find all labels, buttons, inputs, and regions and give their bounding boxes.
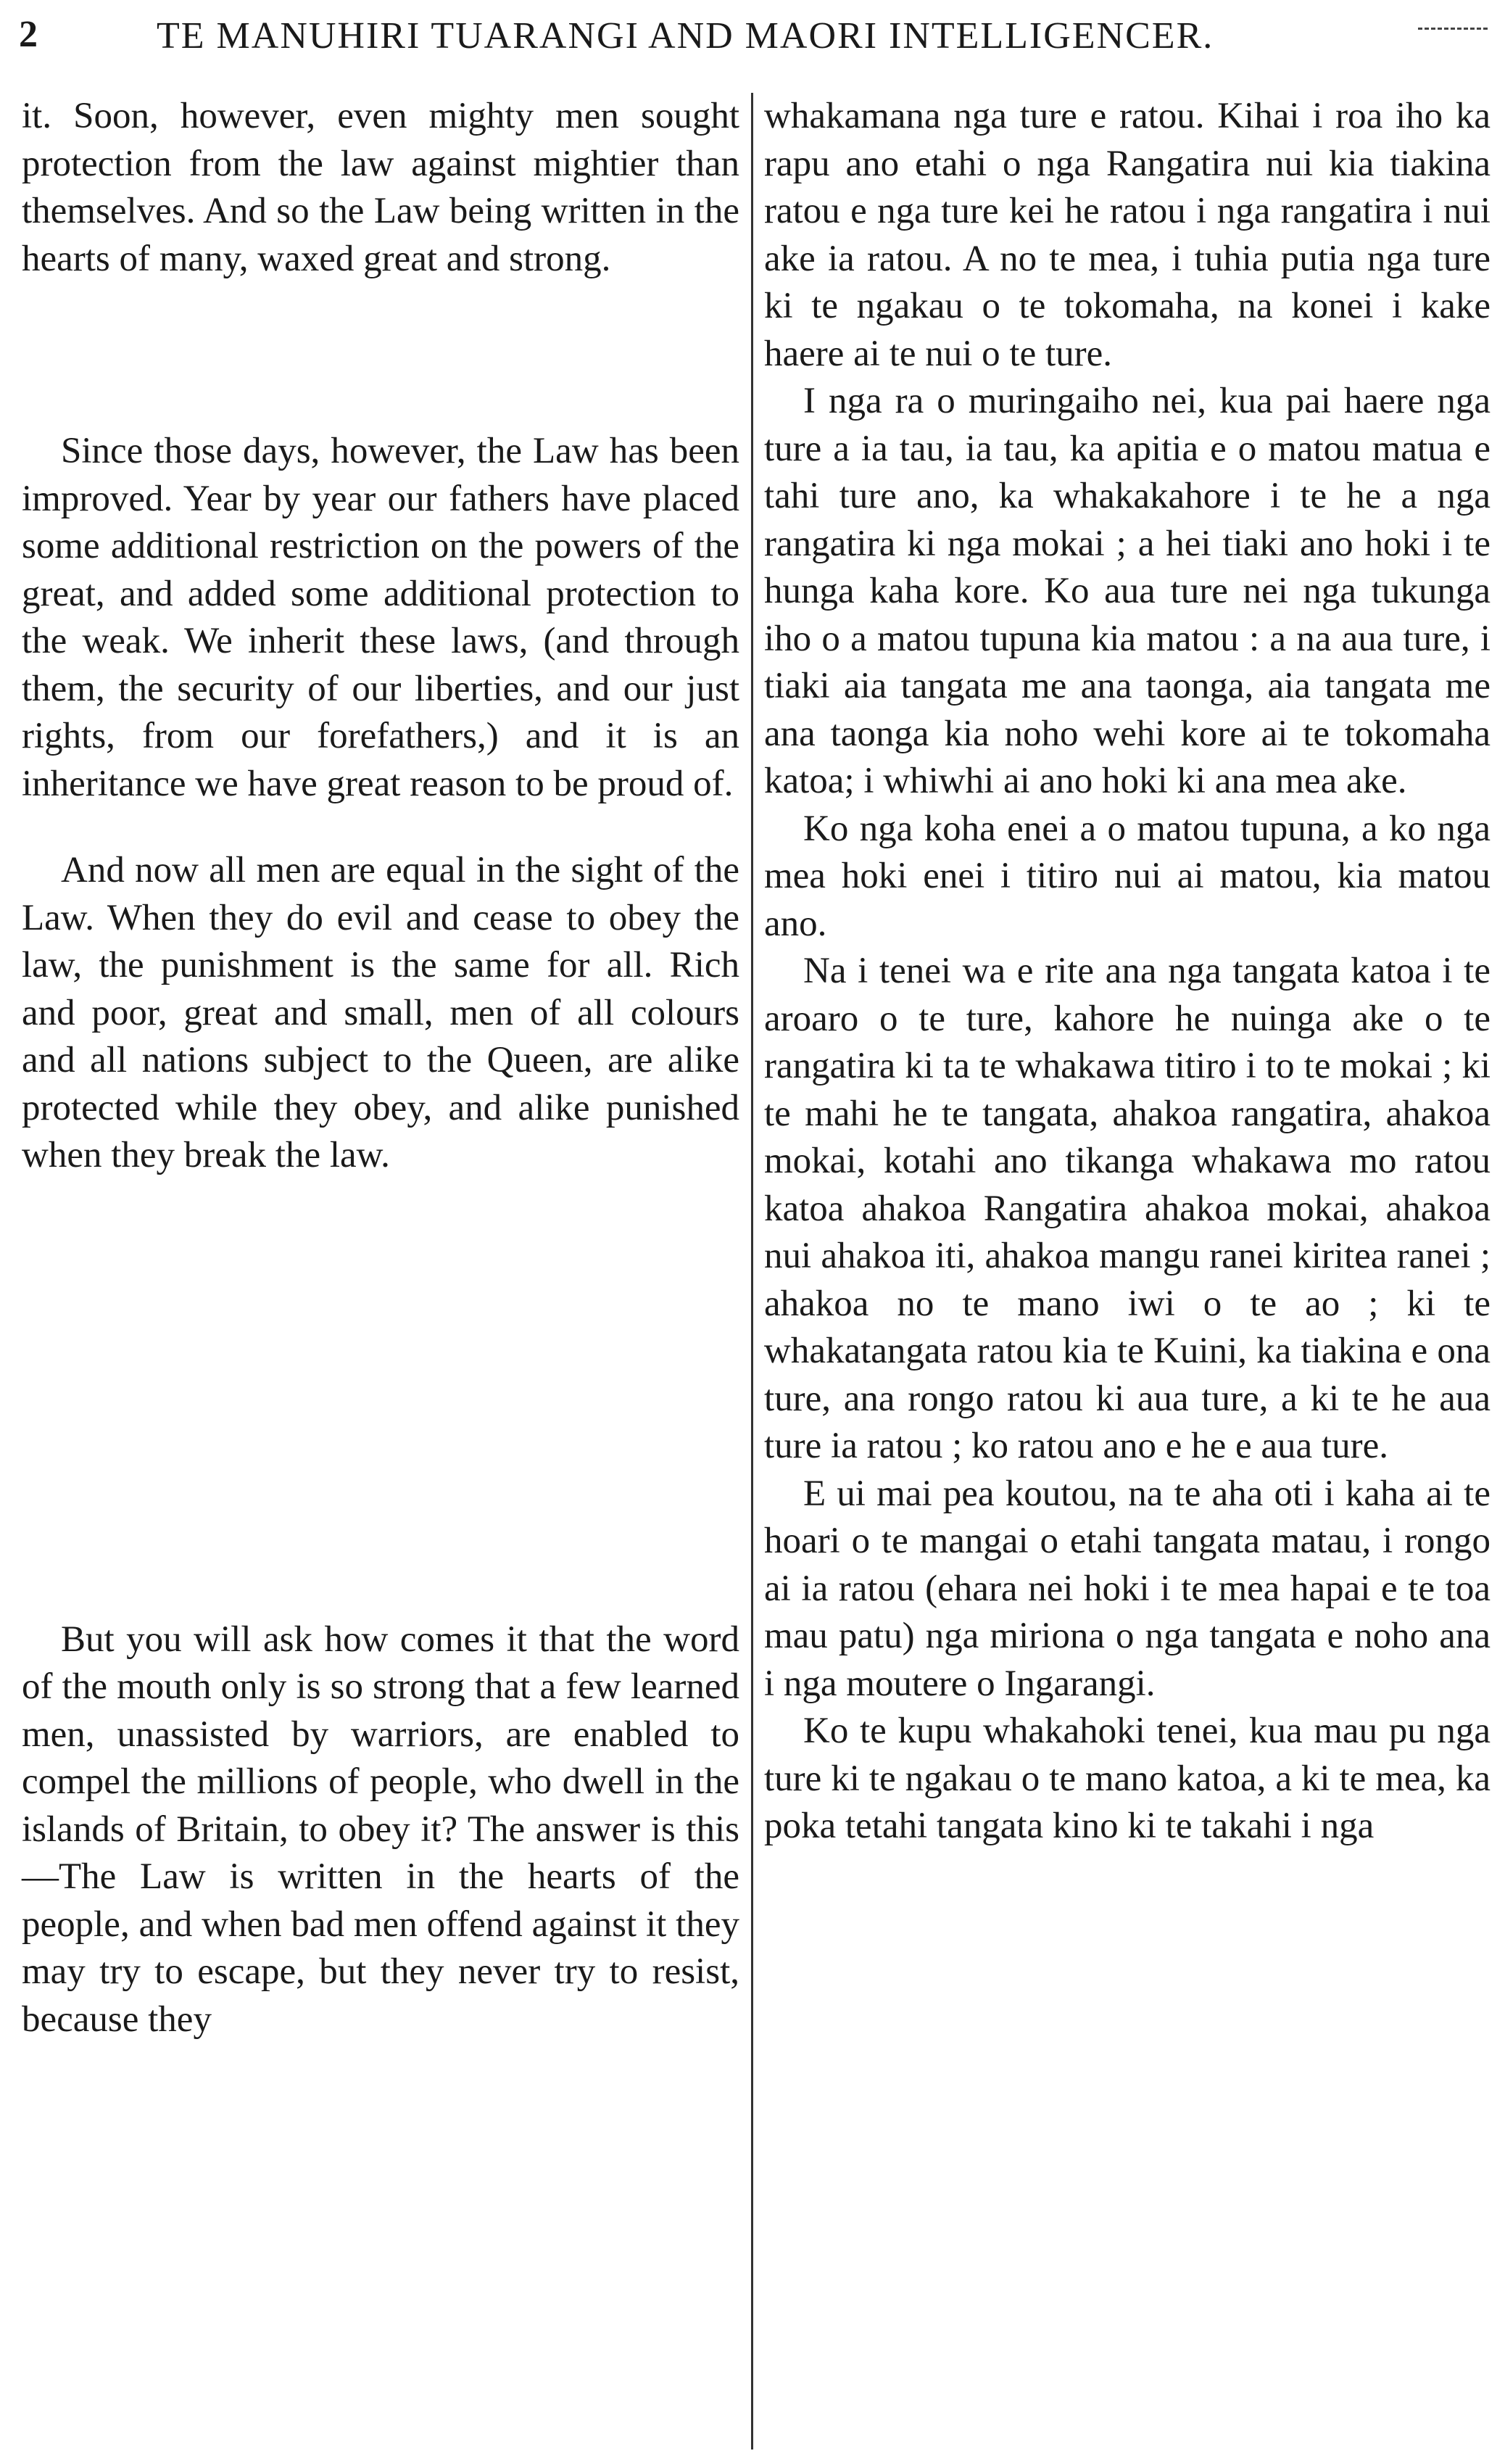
newspaper-title: TE MANUHIRI TUARANGI AND MAORI INTELLIGENCER.: [157, 15, 1214, 57]
maori-column: [764, 93, 1491, 1851]
column-spacer: [22, 1180, 739, 1616]
english-paragraph-1: it. Soon, however, even mighty men sought protection from the law against mightier than themselves. And so the Law being written in the hearts of many, waxed great and strong.: [22, 96, 739, 279]
maori-paragraph-2: I nga ra o muringaiho nei, kua pai haere nga ture a ia tau, ia tau, ka apitia e o matou matua e tahi ture ano, ka whakakahore i te he a nga rangatira ki nga mokai ; a hei tiaki ano hoki i te hunga kaha kore. Ko aua ture nei nga tukunga iho o a matou tupuna kia matou : a na aua ture, i tiaki aia tangata me ana taonga, aia tangata me ana taonga kia noho wehi kore ai te tokomaha katoa; i whiwhi ai ano hoki ki ana mea ake.: [764, 381, 1491, 801]
maori-paragraph-6: Ko te kupu whakahoki tenei, kua mau pu nga ture ki te ngakau o te mano katoa, a ki te mea, ka poka tetahi tangata kino ki te takahi i nga: [764, 1711, 1491, 1846]
maori-paragraph-5: E ui mai pea koutou, na te aha oti i kaha ai te hoari o te mangai o etahi tangata matau, i rongo ai ia ratou (ehara nei hoki i te mea hapai e te toa mau patu) nga miriona o nga tangata e noho ana i nga moutere o Ingarangi.: [764, 1473, 1491, 1704]
maori-paragraph-4: Na i tenei wa e rite ana nga tangata katoa i te aroaro o te ture, kahore he nuinga ake o te rangatira ki ta te whakawa titiro i to te mokai ; ki te mahi he te tangata, ahakoa rangatira, ahakoa mokai, kotahi ano tikanga whakawa mo ratou katoa ahakoa Rangatira ahakoa mokai, ahakoa nui ahakoa iti, ahakoa mangu ranei kiritea ranei ; ahakoa no te mano iwi o te ao ; ki te whakatangata ratou kia te Kuini, ka tiakina e ona ture, ana rongo ratou ki aua ture, a ki te he aua ture ia ratou ; ko ratou ano e he e aua ture.: [764, 951, 1491, 1466]
page-number: 2: [19, 14, 38, 55]
page-header: [12, 6, 1493, 78]
column-spacer: [22, 283, 739, 428]
english-column: [22, 93, 739, 2043]
english-paragraph-4: But you will ask how comes it that the word of the mouth only is so strong that a few learned men, unassisted by warriors, are enabled to compel the millions of people, who dwell in the islands of Britain, to obey it? The answer is this—The Law is written in the hearts of the people, and when bad men offend against it they may try to escape, but they never try to resist, because they: [22, 1618, 739, 2040]
maori-paragraph-3: Ko nga koha enei a o matou tupuna, a ko nga mea hoki enei i titiro nui ai matou, kia matou ano.: [764, 808, 1491, 944]
column-spacer: [22, 808, 739, 847]
header-ornament-rule: [1418, 28, 1488, 30]
english-paragraph-2: Since those days, however, the Law has been improved. Year by year our fathers have placed some additional restriction on the powers of the great, and added some additional protection to the weak. We inherit these laws, (and through them, the security of our liberties, and our just rights, from our forefathers,) and it is an inheritance we have great reason to be proud of.: [22, 431, 739, 804]
maori-paragraph-1: whakamana nga ture e ratou. Kihai i roa iho ka rapu ano etahi o nga Rangatira nui kia tiakina ratou e nga ture kei he ratou i nga rangatira i nui ake ia ratou. A no te mea, i tuhia putia nga ture ki te ngakau o te tokomaha, na konei i kake haere ai te nui o te ture.: [764, 96, 1491, 374]
english-paragraph-3: And now all men are equal in the sight of the Law. When they do evil and cease to obey the law, the punishment is the same for all. Rich and poor, great and small, men of all colours and all nations subject to the Queen, are alike protected while they obey, and alike punished when they break the law.: [22, 850, 739, 1175]
column-divider: [751, 93, 753, 2449]
